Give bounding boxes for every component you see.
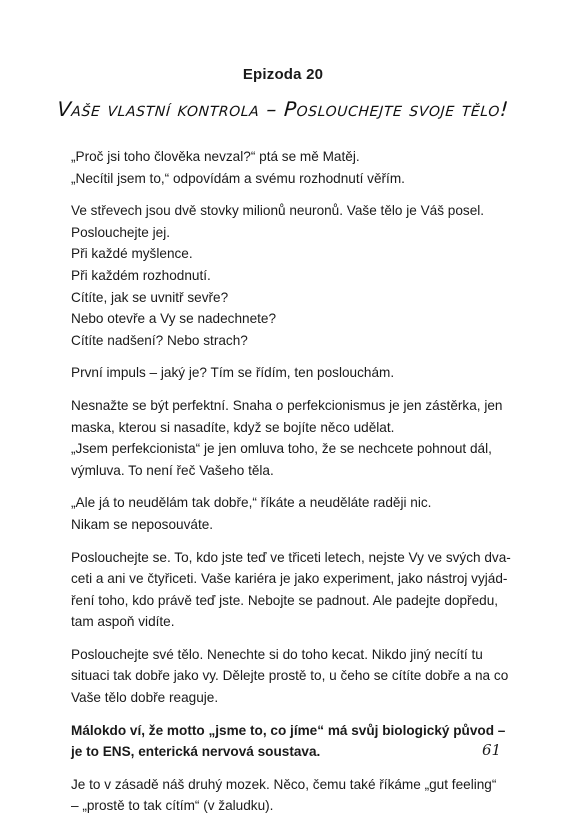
text-line: výmluva. To není řeč Vašeho těla. [71,462,274,478]
text-line: – „prostě to tak cítím“ (v žaludku). [71,798,274,814]
text-line: je to ENS, enterická nervová soustava. [71,744,321,760]
text-line: „Jsem perfekcionista“ je jen omluva toho, že se nechcete pohnout dál, [71,441,492,457]
text-line: Nesnažte se být perfektní. Snaha o perfekcionismus je jen zástěrka, jen [71,397,503,413]
text-line: maska, kterou si nasadíte, když se bojíte něco udělat. [71,419,395,435]
text-line: Ve střevech jsou dvě stovky milionů neuronů. Vaše tělo je Váš posel. [71,203,485,219]
paragraph [71,774,511,817]
episode-heading: Epizoda 20 [242,66,324,83]
text-line: Poslouchejte své tělo. Nenechte si do toho kecat. Nikdo jiný necítí tu [71,646,483,662]
text-line: Při každém rozhodnutí. [71,267,211,283]
paragraph [71,492,511,535]
paragraph [71,644,511,709]
paragraph [71,362,511,384]
text-line: Je to v zásadě náš druhý mozek. Něco, čemu také říkáme „gut feeling“ [71,776,497,792]
text-line: situaci tak dobře jako vy. Dělejte prostě to, u čeho se cítíte dobře a na co [71,668,509,684]
text-line: ření toho, kdo právě teď jste. Nebojte se padnout. Ale padejte dopředu, [71,592,499,608]
paragraph [71,200,511,351]
text-line: Nikam se neposouváte. [71,516,214,532]
body-text [71,146,511,828]
paragraph [71,395,511,481]
text-line: Vaše tělo dobře reaguje. [71,690,219,706]
chapter-title: Vaše vlastní kontrola – Poslouchejte svoje tělo! [56,97,510,121]
text-line: Nebo otevře a Vy se nadechnete? [71,311,277,327]
text-line: První impuls – jaký je? Tím se řídím, ten poslouchám. [71,365,395,381]
text-line: Málokdo ví, že motto „jsme to, co jíme“ má svůj biologický původ – [71,722,506,738]
text-line: Cítíte nadšení? Nebo strach? [71,332,248,348]
text-line: Poslouchejte jej. [71,224,170,240]
paragraph [71,146,511,189]
text-line: Při každé myšlence. [71,246,193,262]
bold-paragraph [71,720,511,763]
text-line: „Necítil jsem to,“ odpovídám a svému rozhodnutí věřím. [71,170,405,186]
text-line: „Proč jsi toho člověka nevzal?“ ptá se mě Matěj. [71,149,360,164]
text-line: Poslouchejte se. To, kdo jste teď ve třiceti letech, nejste Vy ve svých dva- [71,549,511,565]
text-line: ceti a ani ve čtyřiceti. Vaše kariéra je jako experiment, jako nástroj vyjád- [71,571,508,587]
page-number: 61 [482,741,502,759]
text-line: Cítíte, jak se uvnitř sevře? [71,289,229,305]
text-line: tam aspoň vidíte. [71,614,175,630]
text-line: „Ale já to neudělám tak dobře,“ říkáte a neuděláte raději nic. [71,495,432,511]
paragraph [71,547,511,633]
